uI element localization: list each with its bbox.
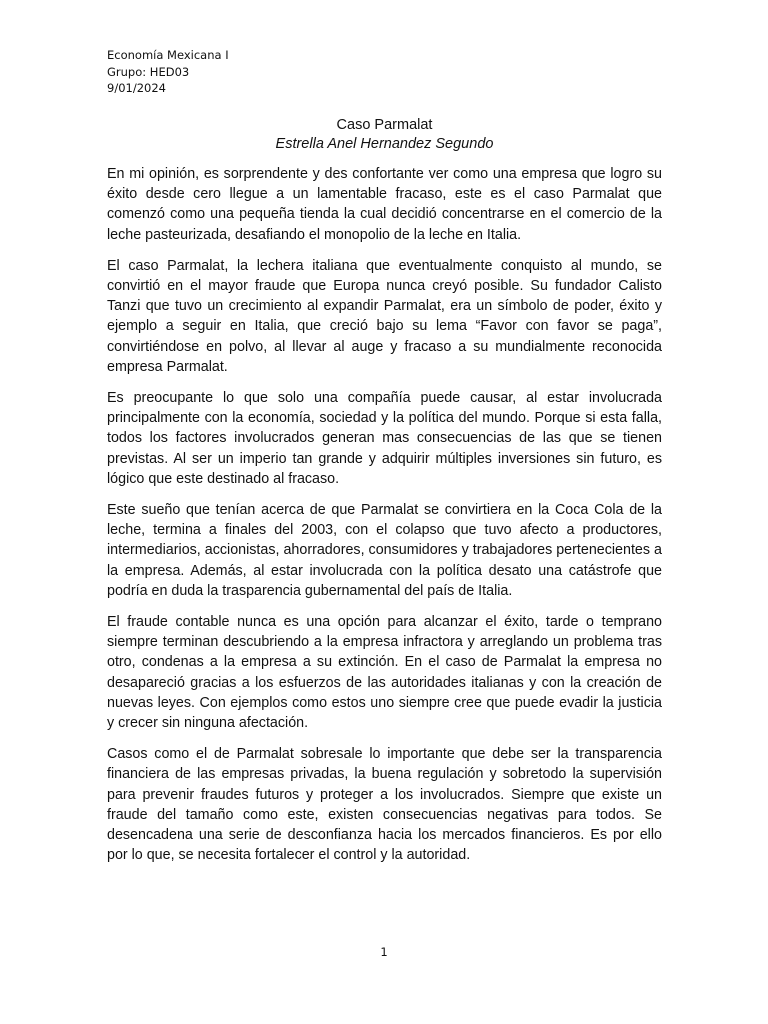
paragraph-3: Es preocupante lo que solo una compañía puede causar, al estar involucrada principalmente con la economía, sociedad y la política del mundo. Porque si esta falla, todos los factores involucrados generan mas consecuencias de las que se tienen previstas. Al ser un imperio tan grande y adquirir múltiples inversiones sin futuro, es lógico que este destinado al fracaso. <box>107 390 662 487</box>
page-number: 1 <box>380 945 388 959</box>
document-title: Caso Parmalat <box>336 117 433 133</box>
document-date: 9/01/2024 <box>107 81 166 95</box>
paragraph-1: En mi opinión, es sorprendente y des confortante ver como una empresa que logro su éxito desde cero llegue a un lamentable fracaso, este es el caso Parmalat que comenzó como una pequeña tienda la cual decidió concentrarse en el comercio de la leche pasteurizada, desafiando el monopolio de la leche en Italia. <box>107 166 662 243</box>
document-body <box>107 164 662 877</box>
paragraph-2: El caso Parmalat, la lechera italiana que eventualmente conquisto al mundo, se convirtió en el mayor fraude que Europa nunca creyó posible. Su fundador Calisto Tanzi que tuvo un crecimiento al expandir Parmalat, era un símbolo de poder, éxito y ejemplo a seguir en Italia, que creció bajo su lema “Favor con favor se paga”, convirtiéndose en polvo, al llevar al auge y fracaso a su mundialmente reconocida empresa Parmalat. <box>107 257 662 375</box>
group-code: Grupo: HED03 <box>107 64 190 79</box>
title-block <box>107 116 662 154</box>
document-header <box>107 47 229 97</box>
paragraph-6: Casos como el de Parmalat sobresale lo importante que debe ser la transparencia financiera de las empresas privadas, la buena regulación y sobretodo la supervisión para prevenir fraudes futuros y proteger a los involucrados. Siempre que existe un fraude del tamaño como este, existen consecuencias negativas para todos. Se desencadena una serie de desconfianza hacia los mercados financieros. Es por ello por lo que, se necesita fortalecer el control y la autoridad. <box>107 746 662 864</box>
course-name: Economía Mexicana I <box>107 48 229 62</box>
paragraph-4: Este sueño que tenían acerca de que Parmalat se convirtiera en la Coca Cola de la leche, termina a finales del 2003, con el colapso que tuvo afecto a productores, intermediarios, accionistas, ahorradores, consumidores y trabajadores pertenecientes a la empresa. Además, al estar involucrada con la política desato una catástrofe que podría en duda la trasparencia gubernamental del país de Italia. <box>107 502 662 599</box>
author-name: Estrella Anel Hernandez Segundo <box>275 136 494 152</box>
paragraph-5: El fraude contable nunca es una opción para alcanzar el éxito, tarde o temprano siempre terminan descubriendo a la empresa infractora y arreglando un problema tras otro, condenas a la empresa a su extinción. En el caso de Parmalat la empresa no desapareció gracias a los esfuerzos de las autoridades italianas y con la creación de nuevas leyes. Con ejemplos como estos uno siempre cree que puede evadir la justicia y crecer sin ninguna afectación. <box>107 614 662 732</box>
